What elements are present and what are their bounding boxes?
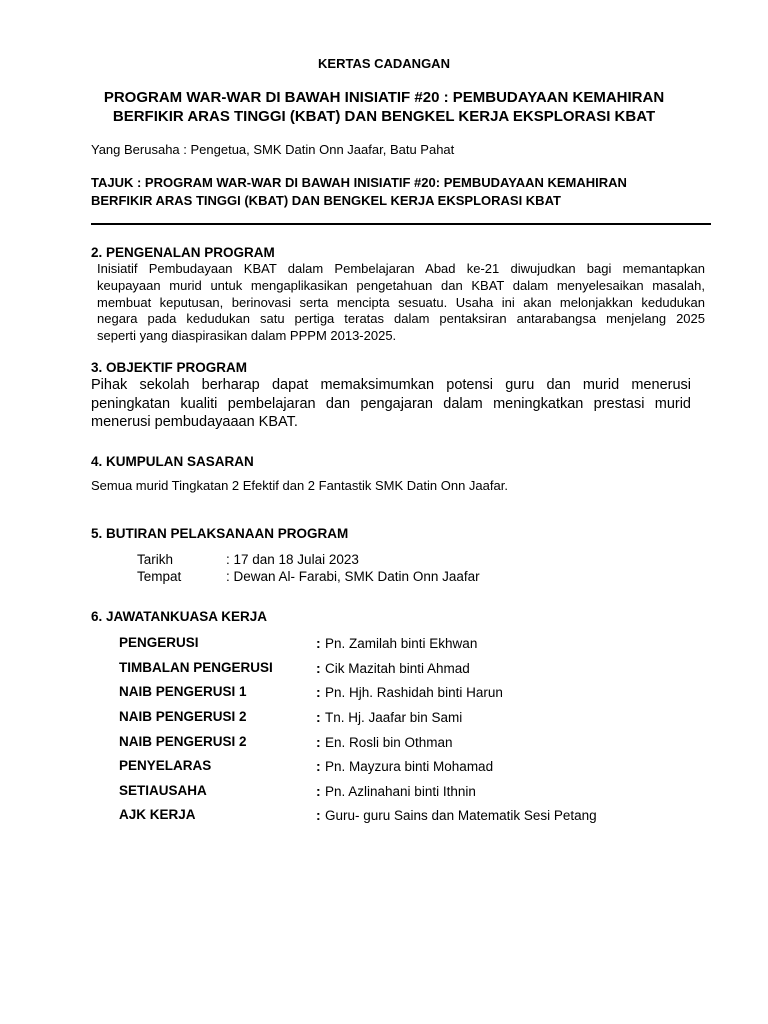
committee-role: NAIB PENGERUSI 2 — [119, 734, 247, 749]
committee-colon: : — [316, 807, 321, 823]
committee-colon: : — [316, 783, 321, 799]
committee-name: Cik Mazitah binti Ahmad — [325, 661, 470, 676]
sasaran-text: Semua murid Tingkatan 2 Efektif dan 2 Fantastik SMK Datin Onn Jaafar. — [91, 478, 508, 493]
objektif-line: peningkatan kualiti pembelajaran dan pengajaran dalam meningkatkan prestasi murid — [91, 395, 691, 412]
committee-role: PENGERUSI — [119, 635, 199, 650]
tempat-label: Tempat — [137, 569, 182, 584]
committee-colon: : — [316, 660, 321, 676]
committee-name: Tn. Hj. Jaafar bin Sami — [325, 710, 463, 725]
pengenalan-line: membuat keputusan, berinovasi serta mencipta sesuatu. Usaha ini akan melonjakkan kedudukan — [97, 294, 705, 310]
tajuk-line-1: TAJUK : PROGRAM WAR-WAR DI BAWAH INISIATIF #20: PEMBUDAYAAN KEMAHIRAN — [91, 175, 627, 190]
section-heading-sasaran: 4. KUMPULAN SASARAN — [91, 454, 254, 469]
pengenalan-line: Inisiatif Pembudayaan KBAT dalam Pembelajaran Abad ke-21 diwujudkan bagi memantapkan — [97, 261, 705, 276]
tarikh-value: : 17 dan 18 Julai 2023 — [226, 552, 359, 567]
section-heading-pengenalan: 2. PENGENALAN PROGRAM — [91, 245, 275, 260]
addressee: Yang Berusaha : Pengetua, SMK Datin Onn Jaafar, Batu Pahat — [91, 142, 455, 157]
committee-name: Pn. Hjh. Rashidah binti Harun — [325, 685, 503, 700]
tarikh-label: Tarikh — [137, 552, 174, 567]
objektif-paragraph — [91, 376, 691, 432]
tajuk-line-2: BERFIKIR ARAS TINGGI (KBAT) DAN BENGKEL KERJA EKSPLORASI KBAT — [91, 193, 561, 208]
pengenalan-line: keupayaan murid untuk mengaplikasikan pengetahuan dan KBAT dalam menyelesaikan masalah, — [97, 277, 705, 293]
committee-role: NAIB PENGERUSI 2 — [119, 709, 247, 724]
pengenalan-paragraph — [97, 261, 705, 345]
committee-role: PENYELARAS — [119, 758, 212, 773]
program-title-line-1: PROGRAM WAR-WAR DI BAWAH INISIATIF #20 : PEMBUDAYAAN KEMAHIRAN — [103, 89, 665, 106]
committee-colon: : — [316, 635, 321, 651]
committee-name: Guru- guru Sains dan Matematik Sesi Petang — [325, 808, 597, 823]
committee-role: TIMBALAN PENGERUSI — [119, 660, 273, 675]
committee-colon: : — [316, 684, 321, 700]
committee-role: SETIAUSAHA — [119, 783, 207, 798]
committee-role: AJK KERJA — [119, 807, 196, 822]
divider-rule — [91, 223, 711, 225]
section-heading-jawatankuasa: 6. JAWATANKUASA KERJA — [91, 609, 268, 624]
document-header: KERTAS CADANGAN — [318, 56, 450, 71]
section-heading-objektif: 3. OBJEKTIF PROGRAM — [91, 360, 248, 375]
committee-name: Pn. Mayzura binti Mohamad — [325, 759, 494, 774]
objektif-line: Pihak sekolah berharap dapat memaksimumkan potensi guru dan murid menerusi — [91, 377, 691, 393]
tempat-value: : Dewan Al- Farabi, SMK Datin Onn Jaafar — [226, 569, 480, 584]
committee-colon: : — [316, 709, 321, 725]
committee-colon: : — [316, 734, 321, 750]
objektif-line: menerusi pembudayaaan KBAT. — [91, 414, 298, 431]
committee-name: Pn. Zamilah binti Ekhwan — [325, 636, 478, 651]
pengenalan-line: seperti yang diaspirasikan dalam PPPM 2013-2025. — [97, 328, 397, 344]
committee-name: Pn. Azlinahani binti Ithnin — [325, 784, 476, 799]
program-title-line-2: BERFIKIR ARAS TINGGI (KBAT) DAN BENGKEL KERJA EKSPLORASI KBAT — [112, 108, 656, 125]
committee-role: NAIB PENGERUSI 1 — [119, 684, 247, 699]
committee-colon: : — [316, 758, 321, 774]
pengenalan-line: negara pada kedudukan satu pertiga teratas dalam pentaksiran antarabangsa menjelang 2025 — [97, 311, 705, 327]
committee-name: En. Rosli bin Othman — [325, 735, 453, 750]
section-heading-pelaksanaan: 5. BUTIRAN PELAKSANAAN PROGRAM — [91, 526, 349, 541]
